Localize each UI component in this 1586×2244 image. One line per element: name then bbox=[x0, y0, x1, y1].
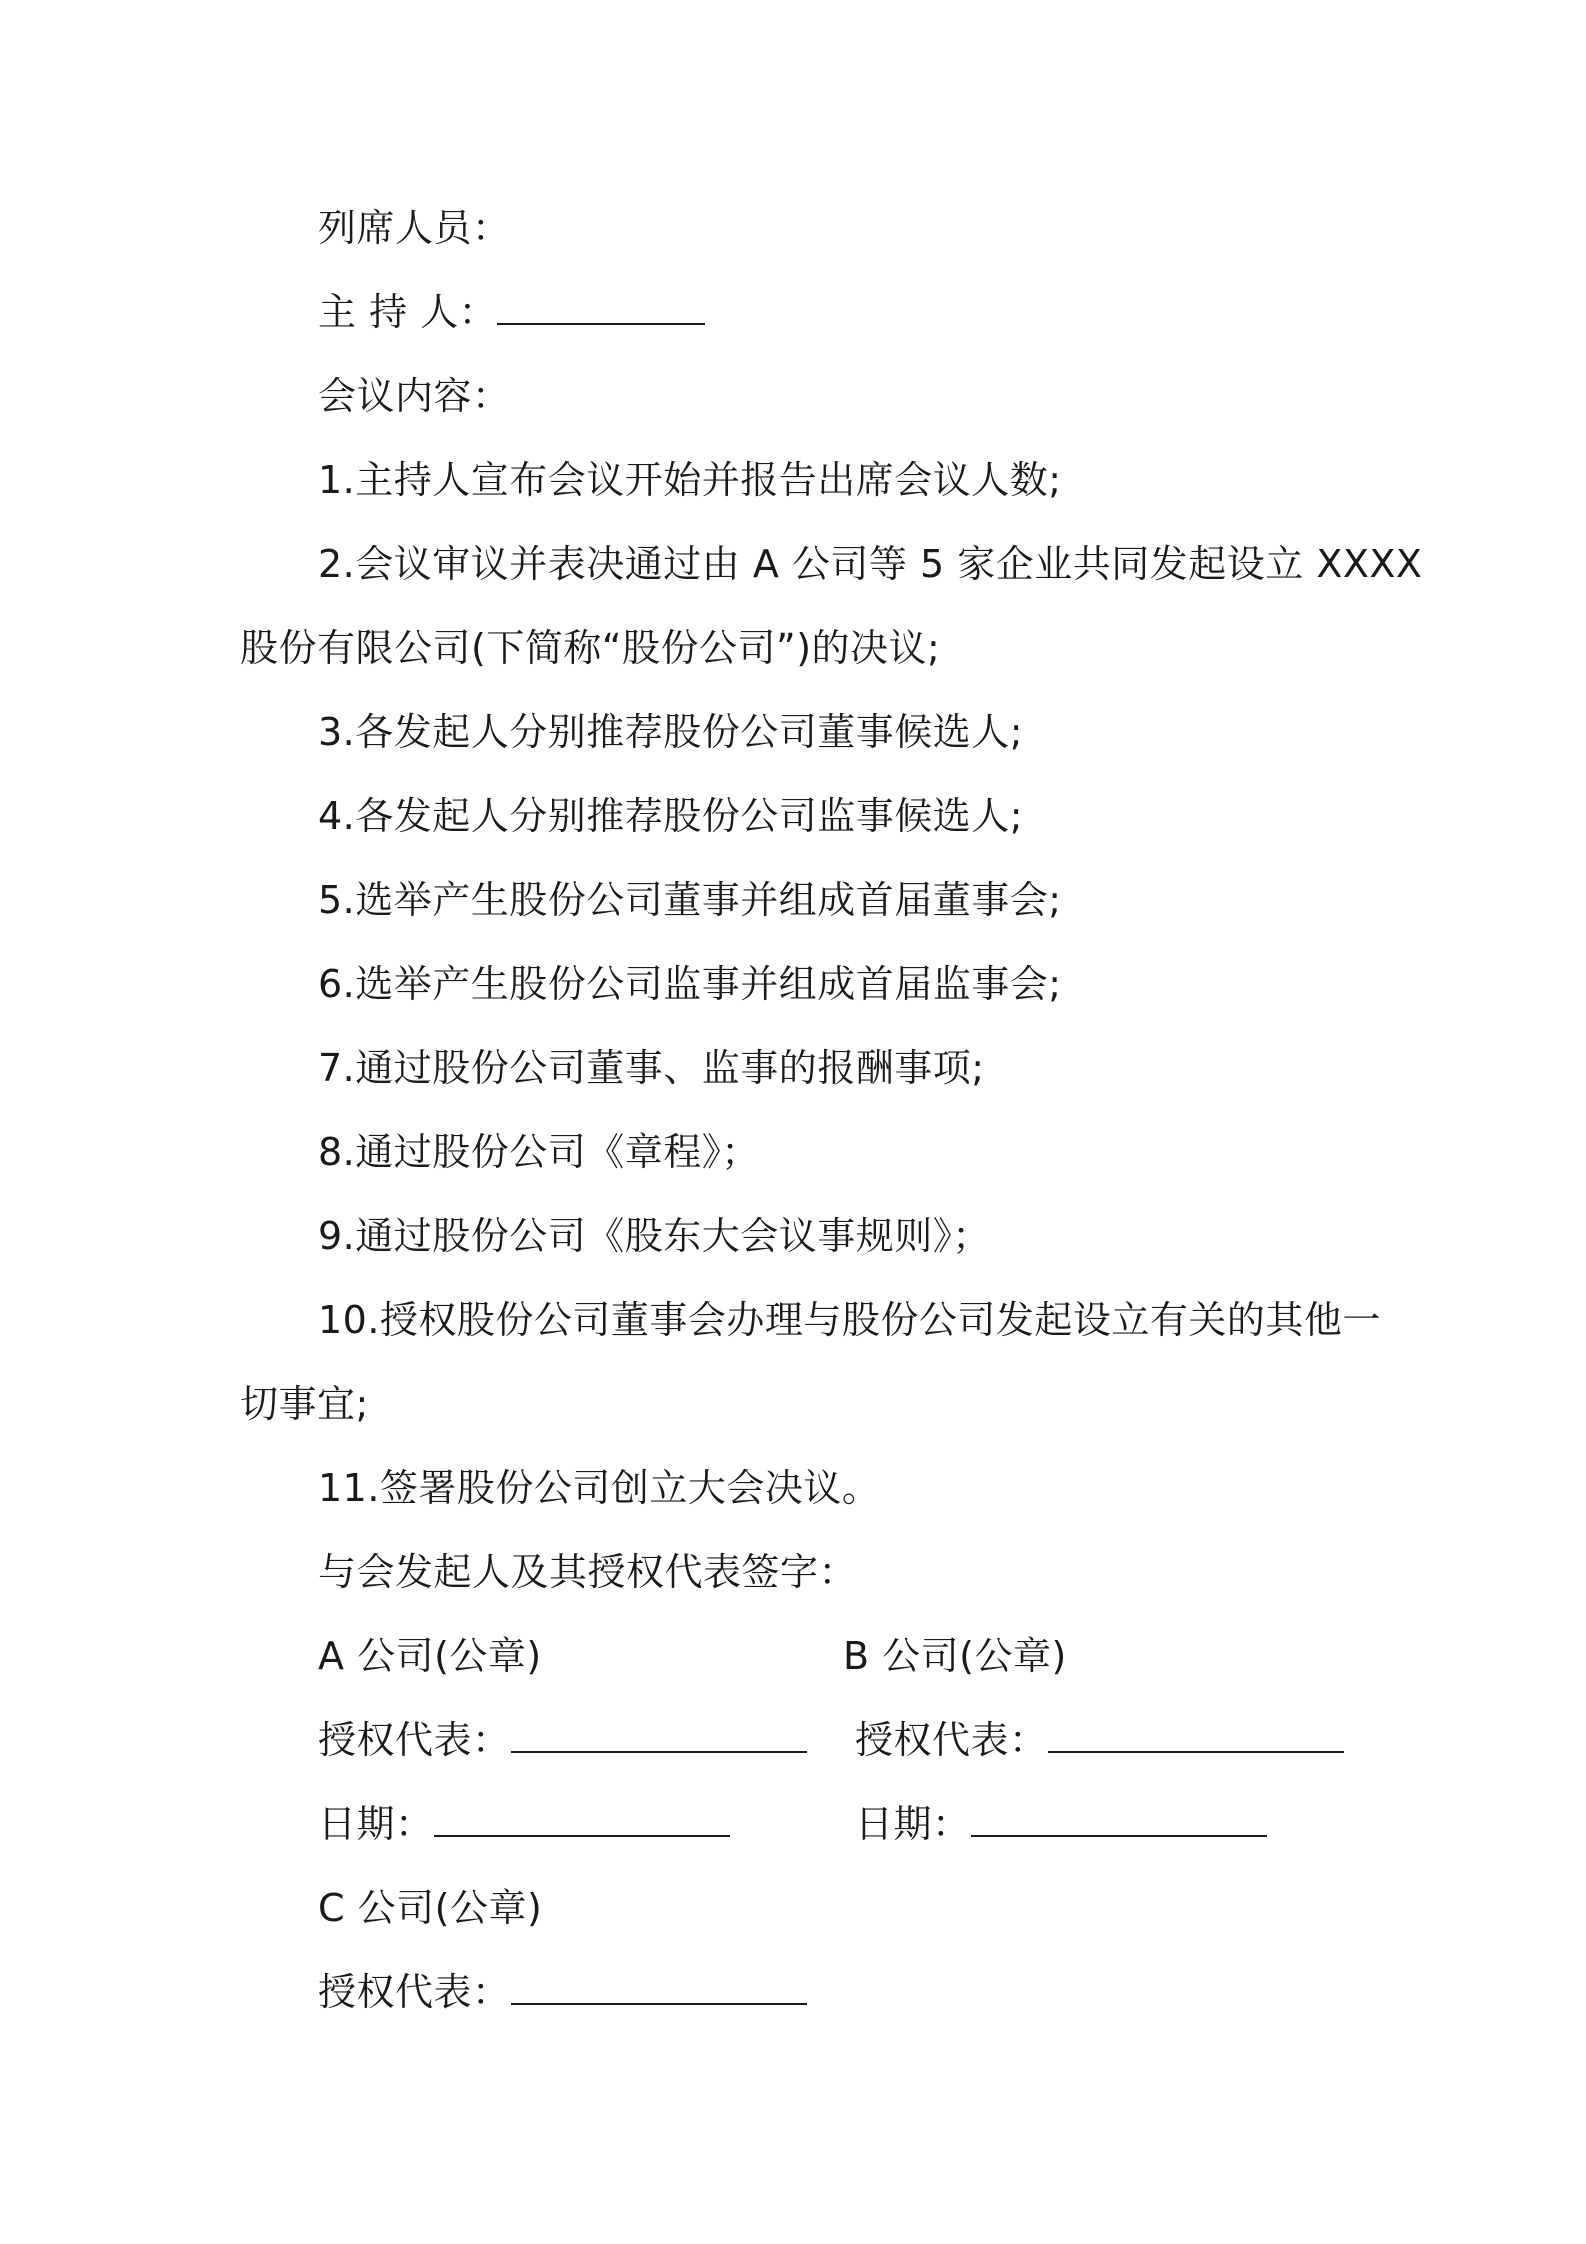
agenda-item-2: 2.会议审议并表决通过由 A 公司等 5 家企业共同发起设立 XXXX bbox=[318, 542, 1423, 586]
company-b-rep-label: 授权代表： bbox=[855, 1718, 1048, 1762]
agenda-item-6: 6.选举产生股份公司监事并组成首届监事会; bbox=[318, 962, 1062, 1006]
agenda-item-10: 10.授权股份公司董事会办理与股份公司发起设立有关的其他一 bbox=[318, 1298, 1381, 1342]
content-label: 会议内容： bbox=[318, 374, 511, 418]
company-a-date-line bbox=[318, 1800, 730, 1848]
company-c-rep-line bbox=[318, 1968, 807, 2016]
agenda-item-3: 3.各发起人分别推荐股份公司董事候选人; bbox=[318, 710, 1024, 754]
agenda-item-1: 1.主持人宣布会议开始并报告出席会议人数; bbox=[318, 458, 1062, 502]
company-c-rep-blank bbox=[511, 1971, 807, 2005]
company-b-rep-blank bbox=[1048, 1719, 1344, 1753]
company-c-rep-label: 授权代表： bbox=[318, 1970, 511, 2014]
company-b-date-line bbox=[855, 1800, 1267, 1848]
company-b-date-label: 日期： bbox=[855, 1802, 971, 1846]
company-a-rep-blank bbox=[511, 1719, 807, 1753]
company-a-rep-line bbox=[318, 1716, 807, 1764]
agenda-item-9: 9.通过股份公司《股东大会议事规则》； bbox=[318, 1214, 991, 1258]
host-label: 主 持 人： bbox=[318, 290, 498, 334]
company-b-rep-line bbox=[855, 1716, 1344, 1764]
agenda-item-11: 11.签署股份公司创立大会决议。 bbox=[318, 1466, 881, 1510]
agenda-item-10-cont: 切事宜; bbox=[240, 1382, 369, 1426]
attendees-label: 列席人员： bbox=[318, 206, 511, 250]
agenda-item-5: 5.选举产生股份公司董事并组成首届董事会; bbox=[318, 878, 1062, 922]
company-a-date-blank bbox=[434, 1803, 730, 1837]
host-line bbox=[318, 288, 705, 336]
company-b-date-blank bbox=[971, 1803, 1267, 1837]
host-blank bbox=[497, 291, 705, 325]
company-c-seal: C 公司(公章) bbox=[318, 1886, 543, 1930]
agenda-item-4: 4.各发起人分别推荐股份公司监事候选人; bbox=[318, 794, 1024, 838]
company-a-seal: A 公司(公章) bbox=[318, 1634, 542, 1678]
company-a-rep-label: 授权代表： bbox=[318, 1718, 511, 1762]
company-a-date-label: 日期： bbox=[318, 1802, 434, 1846]
agenda-item-7: 7.通过股份公司董事、监事的报酬事项; bbox=[318, 1046, 985, 1090]
agenda-item-2-cont: 股份有限公司(下简称“股份公司”)的决议; bbox=[240, 626, 941, 670]
signature-intro: 与会发起人及其授权代表签字： bbox=[318, 1550, 858, 1594]
company-b-seal: B 公司(公章) bbox=[843, 1634, 1067, 1678]
agenda-item-8: 8.通过股份公司《章程》； bbox=[318, 1130, 760, 1174]
